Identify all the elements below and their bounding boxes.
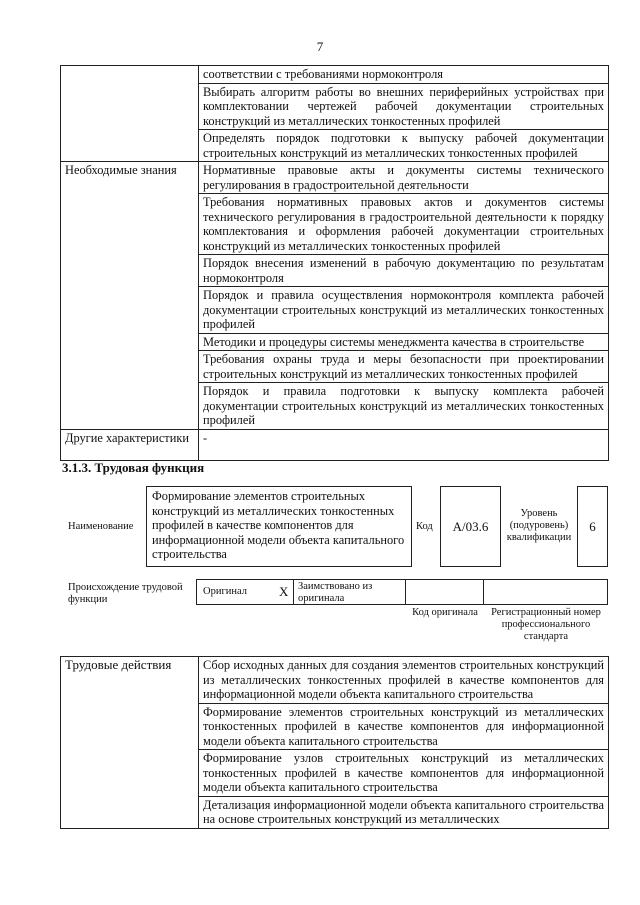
table-cell: Методики и процедуры системы менеджмента качества в строительстве xyxy=(199,333,609,351)
table-row xyxy=(61,429,609,460)
original-label: Оригинал xyxy=(203,586,247,597)
origin-reg-number-cell xyxy=(483,579,608,605)
table-cell: Определять порядок подготовки к выпуску рабочей документации строительных конструкций из металлических тонкостенных профилей xyxy=(199,130,609,162)
table-cell: Требования охраны труда и меры безопасности при проектировании строительных конструкций из металлических тонкостенных профилей xyxy=(199,351,609,383)
level-label: Уровень (подуровень) квалификации xyxy=(506,508,572,543)
table-cell: Порядок и правила осуществления нормоконтроля комплекта рабочей документации строительных конструкций из металлических тонкостенных профилей xyxy=(199,287,609,334)
table-row xyxy=(61,162,609,194)
original-mark: X xyxy=(279,584,289,599)
borrowed-label: Заимствовано из оригинала xyxy=(298,581,373,604)
table-cell: - xyxy=(199,429,609,460)
table-cell: Нормативные правовые акты и документы системы технического регулирования в градостроительной деятельности xyxy=(199,162,609,194)
function-name-box: Формирование элементов строительных конструкций из металлических тонкостенных профилей в качестве компонентов для информационной модели объекта капитального строительства xyxy=(146,486,412,567)
code-original-caption: Код оригинала xyxy=(412,607,478,618)
table-row xyxy=(61,657,609,704)
table-cell: Детализация информационной модели объекта капитального строительства на основе строительных конструкций из металлических xyxy=(199,796,609,828)
table-cell: Требования нормативных правовых актов и документов системы технического регулирования в градостроительной деятельности к порядку комплектования и оформления рабочей документации строительных конструкций из металлических тонкостенных профилей xyxy=(199,194,609,255)
table-cell: Формирование узлов строительных конструкций из металлических тонкостенных профилей в качестве компонентов для информационной модели объекта капитального строительства xyxy=(199,750,609,797)
origin-label: Происхождение трудовой функции xyxy=(68,582,183,605)
origin-original-cell xyxy=(196,579,294,605)
code-label: Код xyxy=(416,521,433,532)
row-label-labor-actions: Трудовые действия xyxy=(61,657,199,829)
table-row xyxy=(61,66,609,84)
labor-actions-table xyxy=(60,656,609,829)
row-label-empty xyxy=(61,66,199,162)
table-cell: Формирование элементов строительных конструкций из металлических тонкостенных профилей в качестве компонентов для информационной модели объекта капитального строительства xyxy=(199,703,609,750)
origin-borrowed-cell xyxy=(293,579,406,605)
page-number: 7 xyxy=(316,39,324,54)
table-cell: Сбор исходных данных для создания элементов строительных конструкций из металлических тонкостенных профилей в качестве компонентов для информационной модели объекта капитального строительства xyxy=(199,657,609,704)
qualification-level-box: 6 xyxy=(577,486,608,567)
table-cell: Порядок и правила подготовки к выпуску комплекта рабочей документации строительных конструкций из металлических тонкостенных профилей xyxy=(199,383,609,430)
function-code-box: A/03.6 xyxy=(440,486,501,567)
section-heading: 3.1.3. Трудовая функция xyxy=(62,460,205,475)
skills-knowledge-table xyxy=(60,65,609,461)
table-cell: Выбирать алгоритм работы во внешних периферийных устройствах при комплектовании чертежей рабочей документации строительных конструкций из металлических тонкостенных профилей xyxy=(199,83,609,130)
origin-code-cell xyxy=(405,579,484,605)
row-label-other-characteristics: Другие характеристики xyxy=(61,429,199,460)
reg-number-caption: Регистрационный номер профессионального стандарта xyxy=(491,607,601,642)
table-cell: соответствии с требованиями нормоконтроля xyxy=(199,66,609,84)
row-label-required-knowledge: Необходимые знания xyxy=(61,162,199,430)
name-label: Наименование xyxy=(68,521,134,532)
table-cell: Порядок внесения изменений в рабочую документацию по результатам нормоконтроля xyxy=(199,255,609,287)
